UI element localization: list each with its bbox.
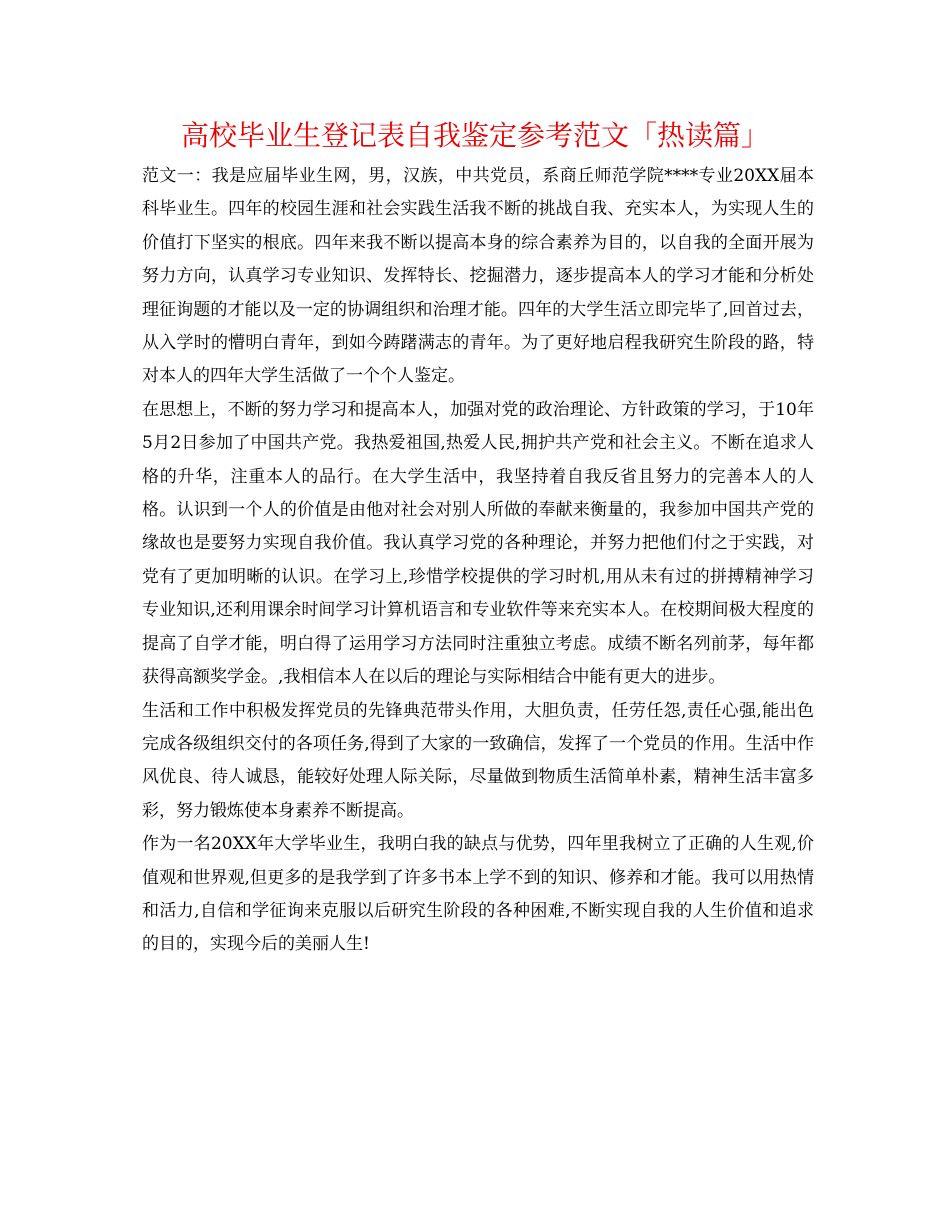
document-body — [142, 160, 814, 962]
paragraph-1: 范文一：我是应届毕业生网，男，汉族，中共党员，系商丘师范学院****专业20XX届本科毕业生。四年的校园生涯和社会实践生活我不断的挑战自我、充实本人，为实现人生的价值打下坚实的根底。四年来我不断以提高本身的综合素养为目的，以自我的全面开展为努力方向，认真学习专业知识、发挥特长、挖掘潜力，逐步提高本人的学习才能和分析处理征询题的才能以及一定的协调组织和治理才能。四年的大学生活立即完毕了,回首过去，从入学时的懵明白青年，到如今踌躇满志的青年。为了更好地启程我研究生阶段的路，特对本人的四年大学生活做了一个个人鉴定。 — [142, 166, 814, 387]
document-title: 高校毕业生登记表自我鉴定参考范文「热读篇」 — [180, 119, 769, 152]
paragraph-2: 在思想上，不断的努力学习和提高本人，加强对党的政治理论、方针政策的学习，于10年5月2日参加了中国共产党。我热爱祖国,热爱人民,拥护共产党和社会主义。不断在追求人格的升华，注重本人的品行。在大学生活中，我坚持着自我反省且努力的完善本人的人格。认识到一个人的价值是由他对社会对别人所做的奉献来衡量的，我参加中国共产党的缘故也是要努力实现自我价值。我认真学习党的各种理论，并努力把他们付之于实践，对党有了更加明晰的认识。在学习上,珍惜学校提供的学习时机,用从未有过的拼搏精神学习专业知识,还利用课余时间学习计算机语言和专业软件等来充实本人。在校期间极大程度的提高了自学才能，明白得了运用学习方法同时注重独立考虑。成绩不断名列前茅，每年都获得高额奖学金。,我相信本人在以后的理论与实际相结合中能有更大的进步。 — [142, 399, 814, 688]
paragraph-3: 生活和工作中积极发挥党员的先锋典范带头作用，大胆负责，任劳任怨,责任心强,能出色完成各级组织交付的各项任务,得到了大家的一致确信，发挥了一个党员的作用。生活中作风优良、待人诚恳，能较好处理人际关际，尽量做到物质生活简单朴素，精神生活丰富多彩，努力锻炼使本身素养不断提高。 — [142, 700, 814, 821]
paragraph-4: 作为一名20XX年大学毕业生，我明白我的缺点与优势，四年里我树立了正确的人生观,价值观和世界观,但更多的是我学到了许多书本上学不到的知识、修养和才能。我可以用热情和活力,自信和学征询来克服以后研究生阶段的各种困难,不断实现自我的人生价值和追求的目的，实现今后的美丽人生! — [142, 834, 814, 955]
